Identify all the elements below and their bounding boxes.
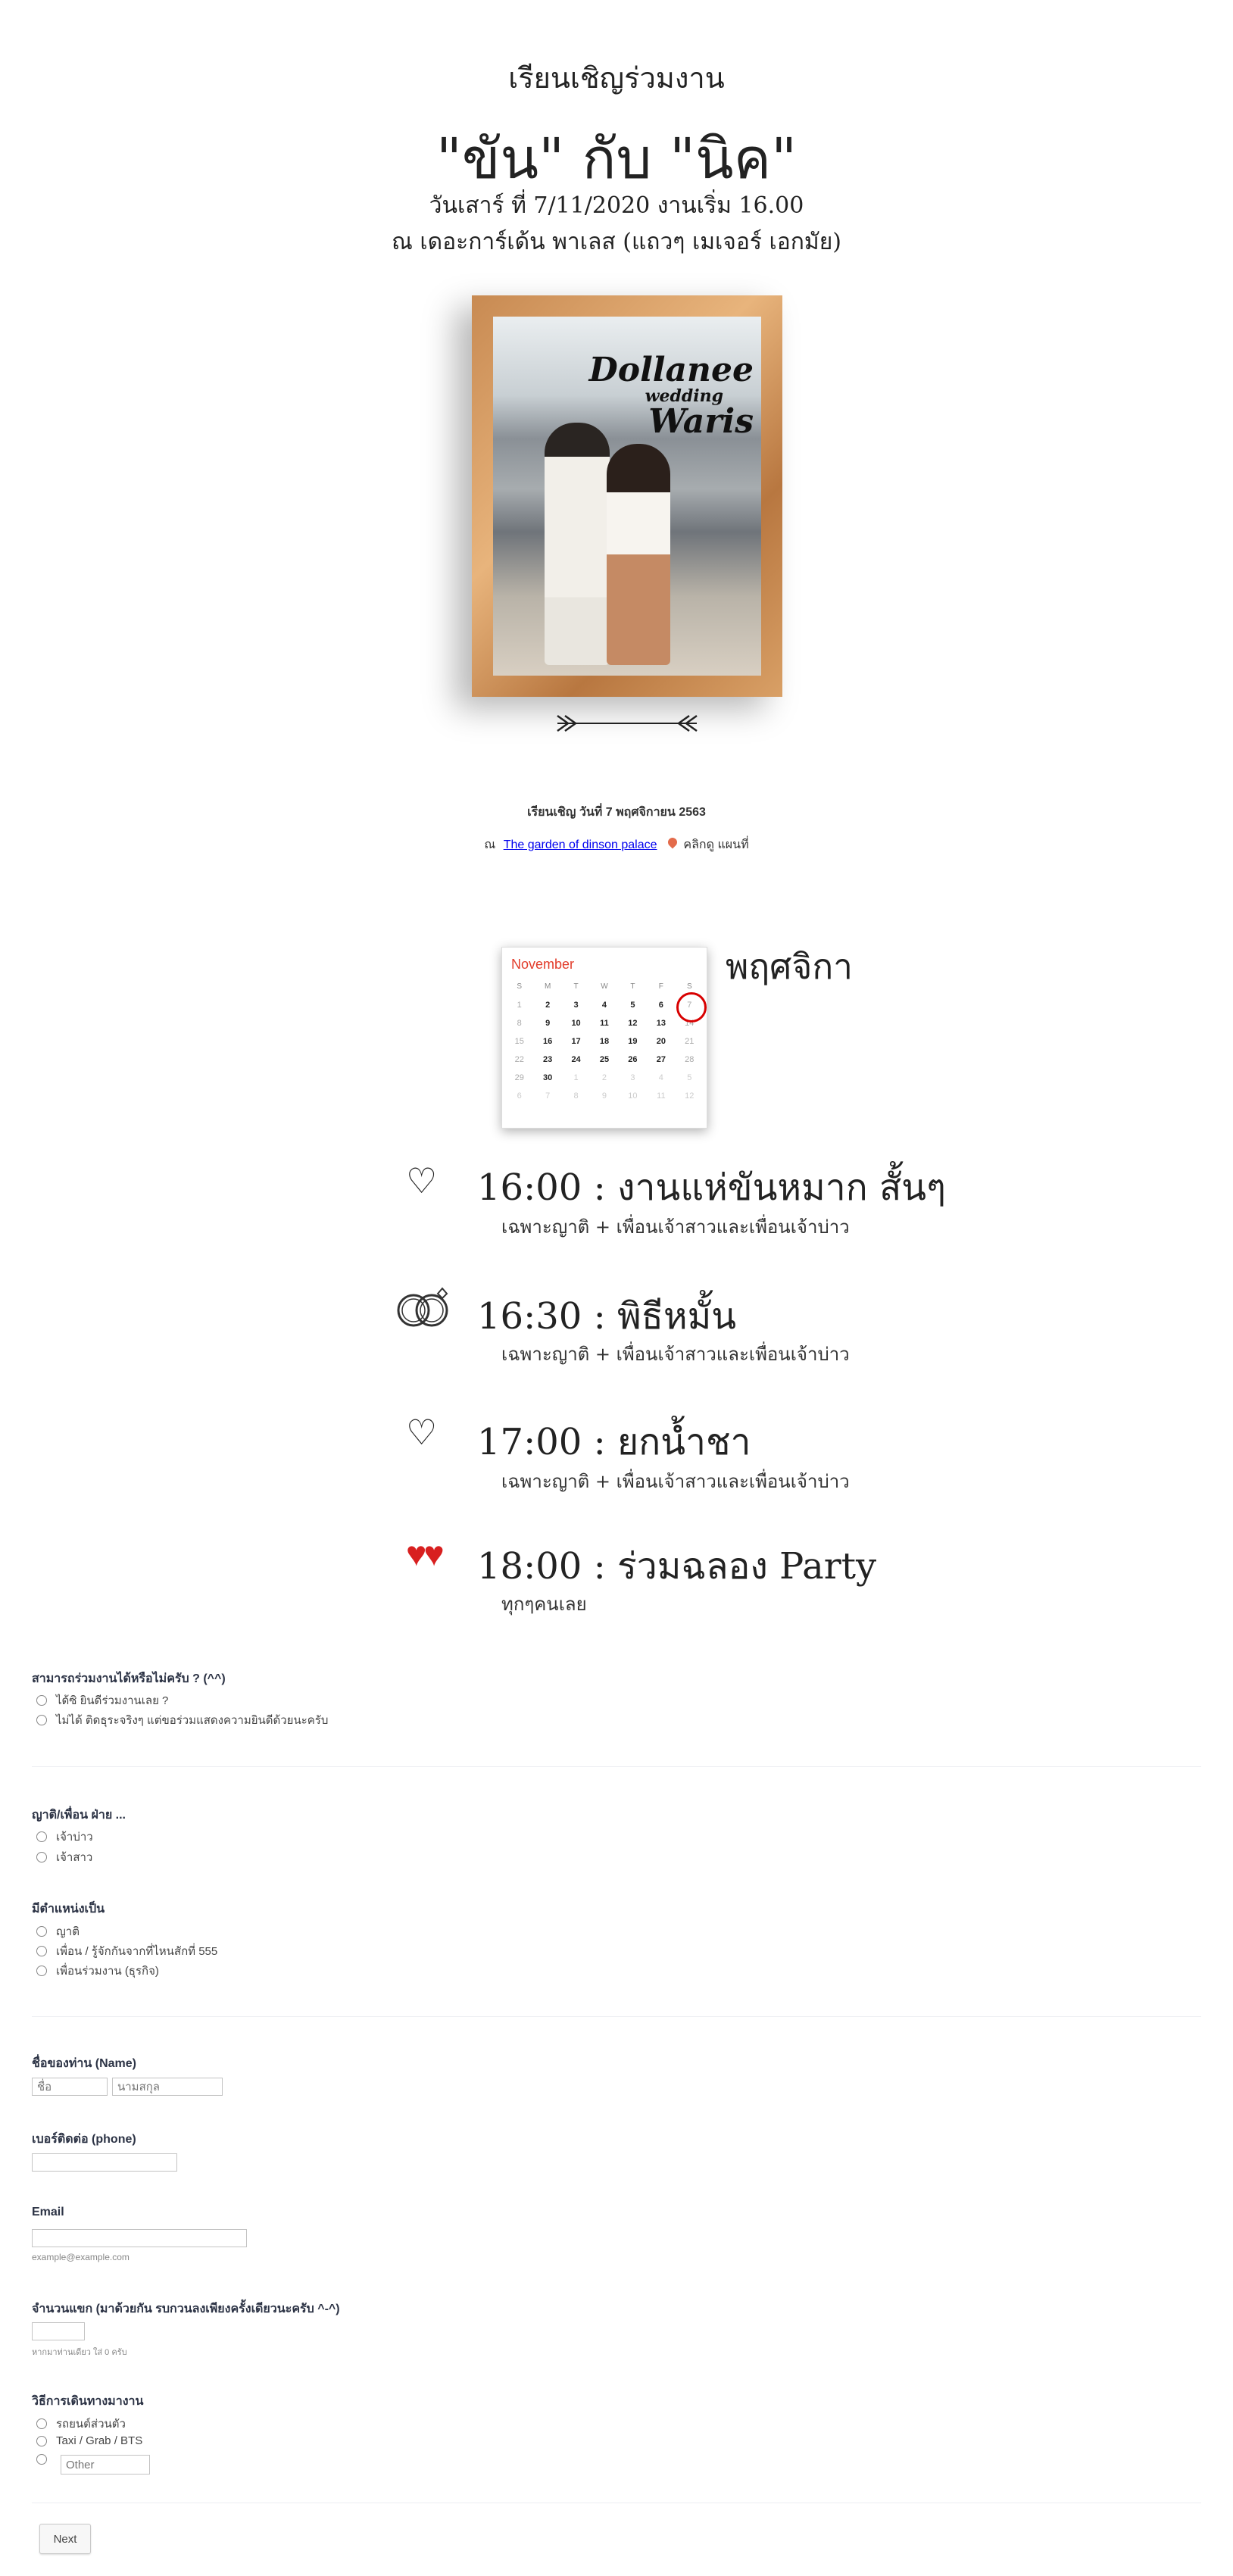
calendar-day: 28 [685,1055,695,1064]
event-place-line: ณ เดอะการ์เด้น พาเลส (แถวๆ เมเจอร์ เอกมัย) [392,229,841,255]
calendar-day: 8 [517,1019,522,1028]
invite-place-row [0,835,1233,854]
weekday-label: F [658,982,663,991]
red-hearts-icon: ♥♥ [406,1534,442,1573]
schedule-time-1: 16:00 : งานแห่ขันหมาก สั้นๆ [477,1166,946,1209]
phone-input[interactable] [32,2153,177,2172]
groom-figure [545,423,610,665]
calendar-day: 11 [657,1091,666,1101]
section-divider [32,2016,1201,2017]
option-label: เจ้าบ่าว [56,1831,93,1844]
calendar-day: 5 [630,1001,635,1010]
guests-question-label: จำนวนแขก (มาด้วยกัน รบกวนลงเพียงครั้งเดียวนะครับ ^-^) [32,2303,340,2315]
schedule-sub-2: เฉพาะญาติ + เพื่อนเจ้าสาวและเพื่อนเจ้าบ่าว [501,1344,850,1365]
next-button[interactable]: Next [39,2524,91,2554]
option-label: ได้ซิ ยินดีร่วมงานเลย ? [56,1694,169,1707]
schedule-sub-4: ทุกๆคนเลย [501,1594,587,1615]
calendar-day: 29 [514,1073,524,1082]
weekday-label: W [601,982,608,991]
travel-option-other[interactable] [36,2454,56,2465]
schedule-time-2: 16:30 : พิธีหมั้น [477,1295,737,1338]
radio-button[interactable] [36,2454,47,2465]
schedule-time-4: 18:00 : ร่วมฉลอง Party [477,1545,877,1588]
schedule-sub-1: เฉพาะญาติ + เพื่อนเจ้าสาวและเพื่อนเจ้าบ่าว [501,1216,850,1238]
role-option-friend[interactable] [36,1942,217,1960]
radio-button[interactable] [36,1946,47,1956]
bride-figure [607,444,670,665]
guests-input[interactable] [32,2322,85,2340]
weekday-label: S [517,982,523,991]
last-name-input[interactable] [112,2078,223,2096]
calendar-day: 25 [599,1055,610,1064]
calendar-day: 10 [628,1091,638,1101]
map-link-text[interactable]: คลิกดู แผนที่ [683,838,749,851]
calendar-day: 19 [628,1037,638,1046]
email-input[interactable] [32,2229,247,2247]
wedding-photo-frame [472,295,782,697]
calendar-day: 6 [517,1091,522,1101]
map-pin-icon[interactable] [666,836,679,849]
weekday-label: M [544,982,551,991]
radio-button[interactable] [36,1966,47,1976]
heart-outline-icon: ♡ [406,1413,438,1452]
calendar-day: 8 [573,1091,579,1101]
option-label: ญาติ [56,1925,80,1938]
radio-button[interactable] [36,2418,47,2429]
option-label: รถยนต์ส่วนตัว [56,2418,126,2431]
calendar-day-selected: 7 [676,999,704,1011]
radio-button[interactable] [36,1715,47,1725]
calendar-day: 1 [517,1001,522,1010]
photo-script-text [589,353,754,439]
calendar-day: 7 [545,1091,551,1101]
wedding-photo [493,317,761,676]
calendar-day: 23 [543,1055,553,1064]
option-label: Taxi / Grab / BTS [56,2434,143,2447]
heart-outline-icon: ♡ [406,1161,438,1201]
travel-other-input[interactable] [61,2455,150,2475]
calendar-day: 2 [545,1001,551,1010]
calendar-day: 12 [628,1019,638,1028]
calendar-month: November [511,957,575,972]
calendar-day: 3 [573,1001,579,1010]
calendar-day: 16 [543,1037,553,1046]
radio-button[interactable] [36,1695,47,1706]
photo-script-top: Dollanee [588,351,754,389]
calendar-day: 13 [656,1019,666,1028]
weekday-label: T [573,982,579,991]
weekday-label: S [686,982,692,991]
calendar-day: 9 [545,1019,551,1028]
attend-option-yes[interactable] [36,1691,168,1710]
november-calendar [501,947,707,1129]
name-question-label: ชื่อของท่าน (Name) [32,2057,136,2070]
calendar-day: 27 [656,1055,666,1064]
side-option-groom[interactable] [36,1828,93,1846]
option-label: เจ้าสาว [56,1851,93,1864]
travel-option-taxi[interactable] [36,2434,142,2447]
side-option-bride[interactable] [36,1848,92,1866]
photo-script-bottom: Waris [648,402,754,441]
calendar-day: 6 [658,1001,663,1010]
side-question-label: ญาติ/เพื่อน ฝ่าย ... [32,1809,126,1822]
attend-question-label: สามารถร่วมงานได้หรือไม่ครับ ? (^^) [32,1672,226,1685]
radio-button[interactable] [36,1926,47,1937]
travel-option-car[interactable] [36,2415,126,2433]
place-prefix: ณ [484,838,496,851]
calendar-day: 11 [600,1019,609,1028]
calendar-day: 14 [685,1019,695,1028]
calendar-day: 26 [628,1055,638,1064]
calendar-day: 2 [601,1073,607,1082]
arrow-divider-icon [551,708,703,738]
calendar-grid [505,981,704,1102]
photo-script-mid: wedding [645,386,723,406]
calendar-day: 4 [658,1073,663,1082]
option-label: เพื่อนร่วมงาน (ธุรกิจ) [56,1965,159,1978]
couple-names: "ขัน" กับ "นิค" [435,126,798,192]
radio-button[interactable] [36,1831,47,1842]
calendar-day: 4 [601,1001,607,1010]
calendar-day: 9 [601,1091,607,1101]
schedule-time-3: 17:00 : ยกน้ำชา [477,1421,751,1463]
calendar-day: 22 [514,1055,524,1064]
calendar-day: 1 [573,1073,579,1082]
calendar-day: 21 [685,1037,695,1046]
email-hint: example@example.com [32,2252,130,2262]
calendar-day: 24 [571,1055,581,1064]
guests-hint: หากมาท่านเดียว ใส่ 0 ครับ [32,2348,127,2357]
option-label: เพื่อน / รู้จักกันจากที่ไหนสักที่ 555 [56,1945,218,1958]
phone-question-label: เบอร์ติดต่อ (phone) [32,2133,136,2146]
rings-icon [394,1286,456,1329]
calendar-day: 3 [630,1073,635,1082]
calendar-day: 18 [599,1037,610,1046]
radio-button[interactable] [36,1852,47,1863]
role-option-colleague[interactable] [36,1962,159,1980]
calendar-day: 17 [571,1037,581,1046]
invite-heading: เรียนเชิญร่วมงาน [508,61,725,95]
radio-button[interactable] [36,2436,47,2446]
attend-option-no[interactable] [36,1711,328,1729]
calendar-month-thai: พฤศจิกา [726,946,854,987]
schedule-sub-3: เฉพาะญาติ + เพื่อนเจ้าสาวและเพื่อนเจ้าบ่าว [501,1471,850,1492]
venue-link[interactable]: The garden of dinson palace [503,838,657,851]
travel-question-label: วิธีการเดินทางมางาน [32,2395,144,2408]
weekday-label: T [630,982,635,991]
event-date-line: วันเสาร์ ที่ 7/11/2020 งานเริ่ม 16.00 [429,192,804,219]
calendar-day: 15 [514,1037,524,1046]
calendar-day: 30 [543,1073,553,1082]
role-option-relative[interactable] [36,1922,80,1941]
role-question-label: มีตำแหน่งเป็น [32,1903,105,1916]
email-question-label: Email [32,2206,64,2218]
invite-date-text: เรียนเชิญ วันที่ 7 พฤศจิกายน 2563 [527,806,706,819]
calendar-day: 12 [685,1091,695,1101]
calendar-day: 5 [687,1073,692,1082]
section-divider [32,1766,1201,1767]
first-name-input[interactable] [32,2078,108,2096]
option-label: ไม่ได้ ติดธุระจริงๆ แต่ขอร่วมแสดงความยินดีด้วยนะครับ [56,1714,329,1727]
calendar-day: 10 [571,1019,581,1028]
calendar-day: 20 [656,1037,666,1046]
